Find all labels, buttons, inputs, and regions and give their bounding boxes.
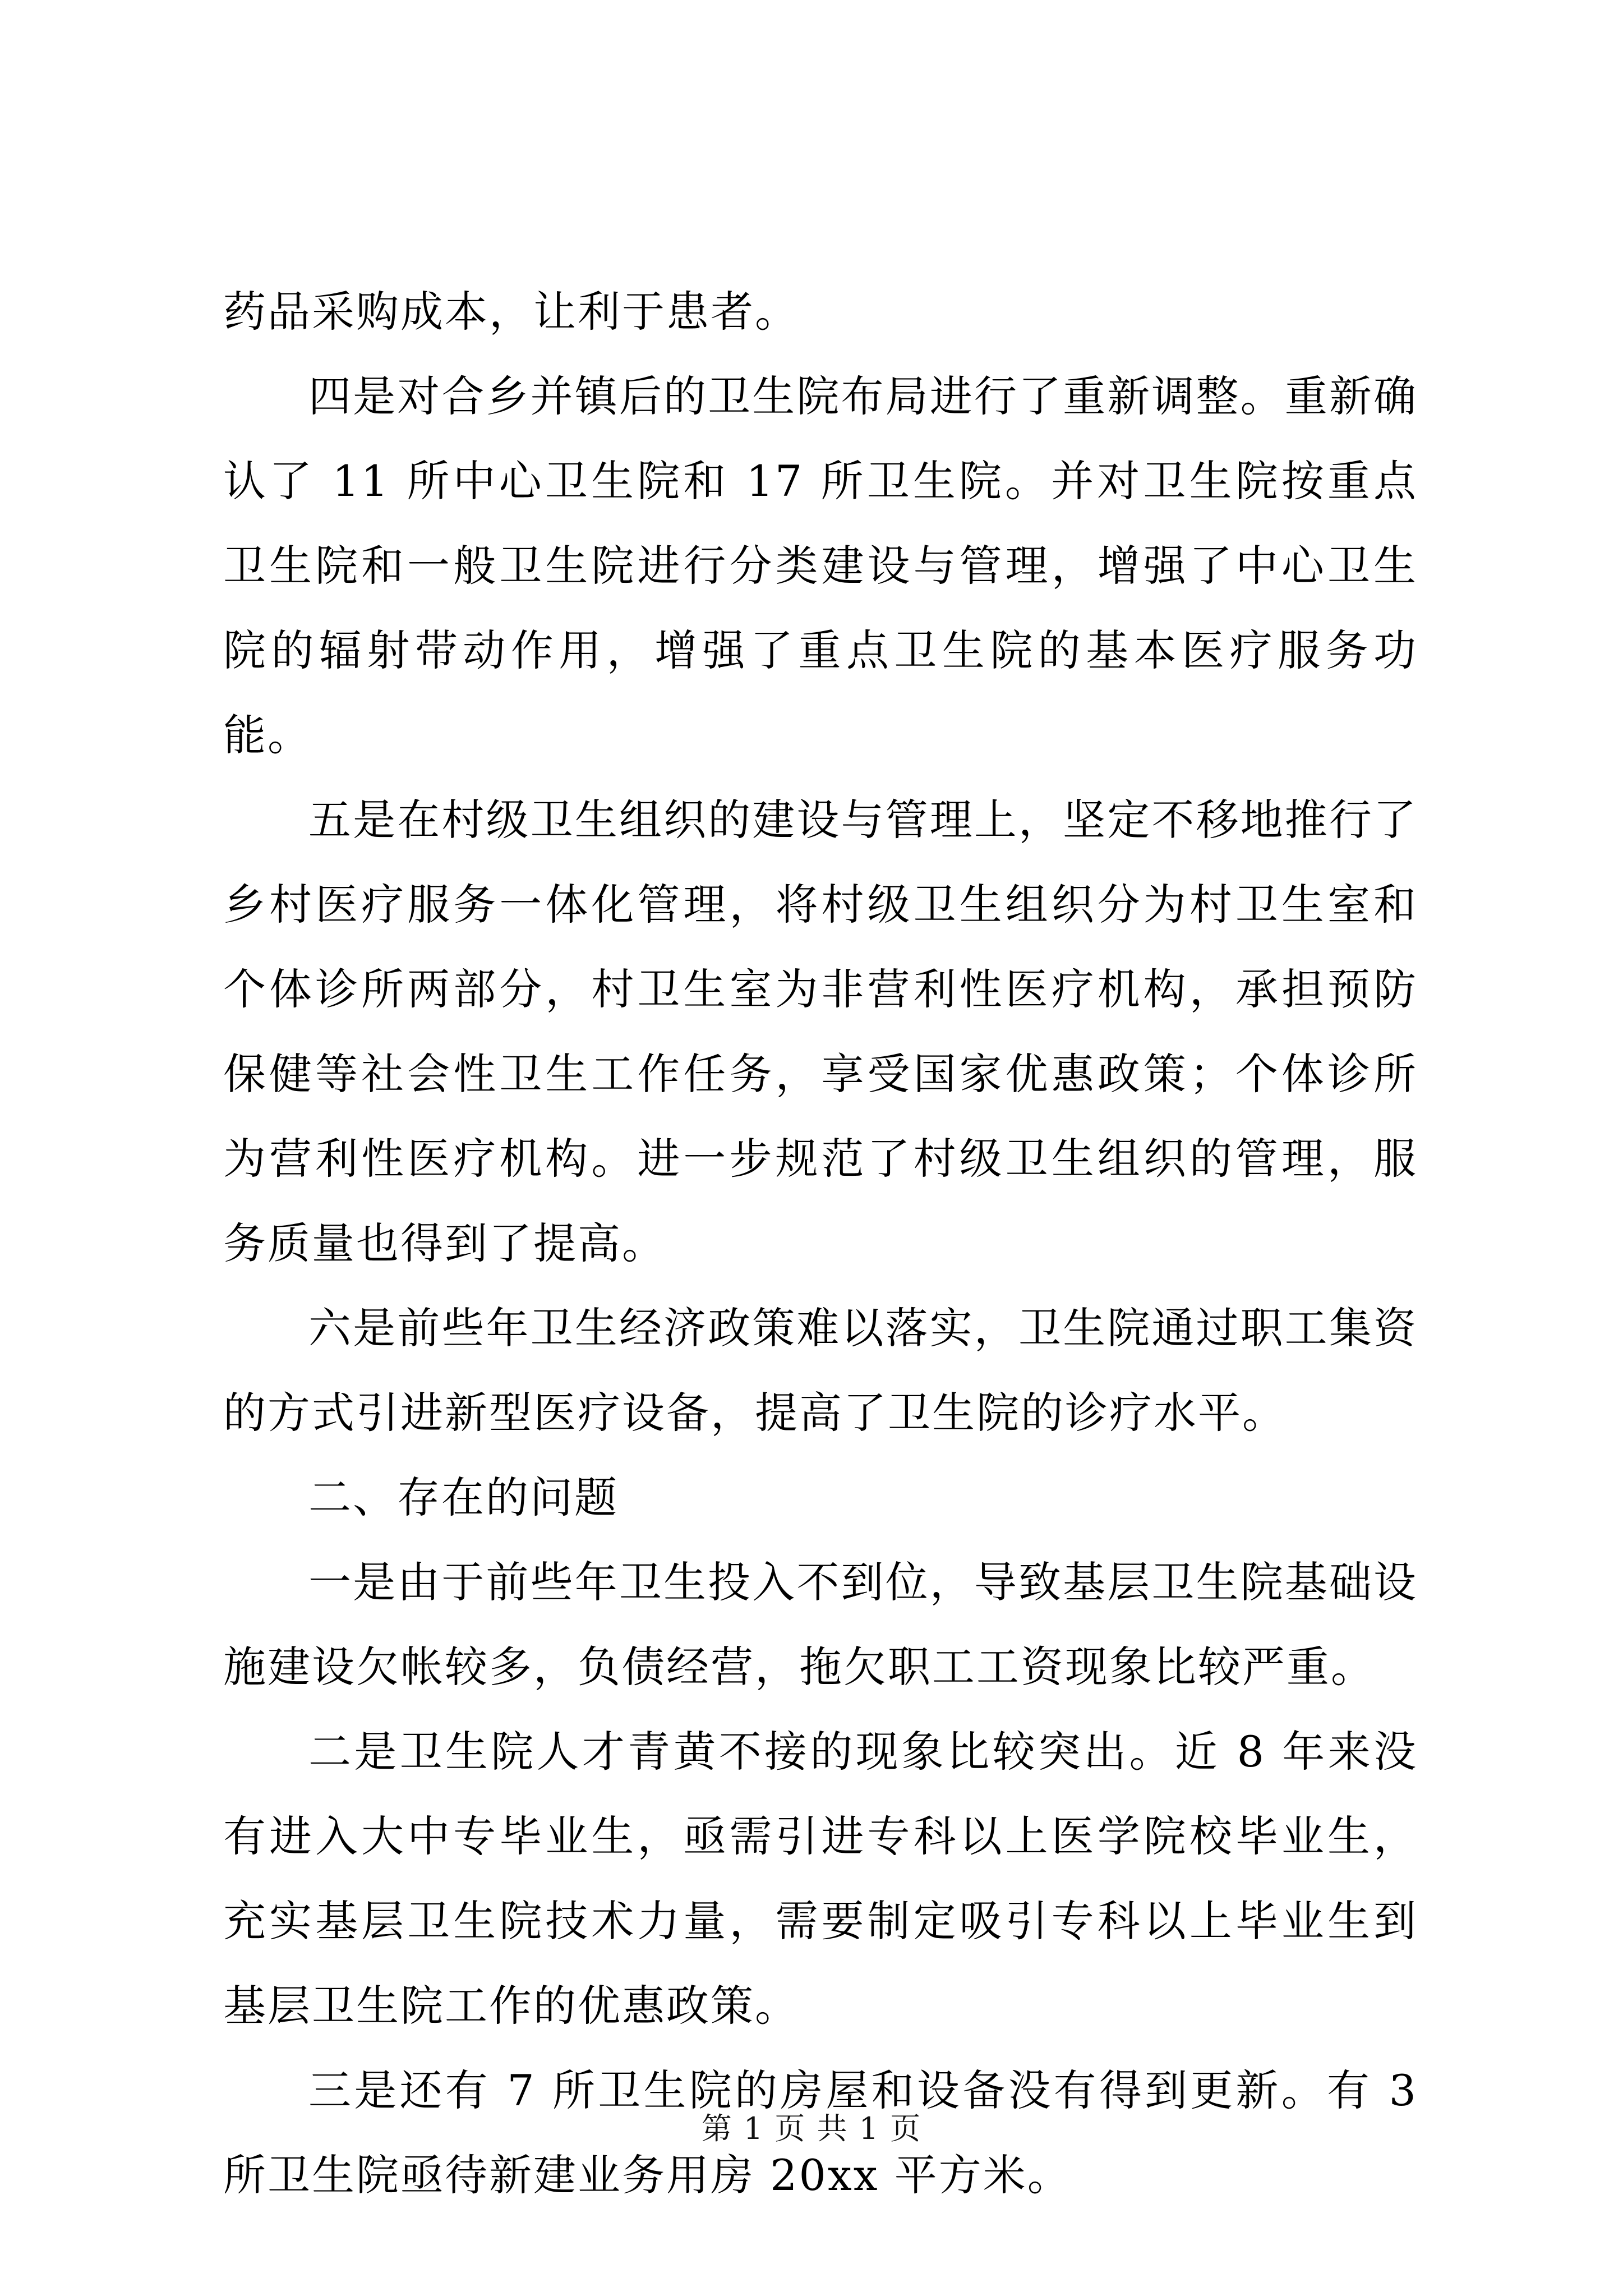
paragraph-problem-two: 二是卫生院人才青黄不接的现象比较突出。近 8 年来没有进入大中专毕业生，亟需引进专科以上医学院校毕业生，充实基层卫生院技术力量，需要制定吸引专科以上毕业生到基层卫生院工作的优惠政策。 xyxy=(223,1727,1418,2031)
paragraph-problem-three: 三是还有 7 所卫生院的房屋和设备没有得到更新。有 3 所卫生院亟待新建业务用房 20xx 平方米。 xyxy=(223,2065,1418,2200)
paragraph-problem-one: 一是由于前些年卫生投入不到位，导致基层卫生院基础设施建设欠帐较多，负债经营，拖欠职工工资现象比较严重。 xyxy=(223,1557,1418,1692)
paragraph-point-five: 五是在村级卫生组织的建设与管理上，坚定不移地推行了乡村医疗服务一体化管理，将村级卫生组织分为村卫生室和个体诊所两部分，村卫生室为非营利性医疗机构，承担预防保健等社会性卫生工作任务，享受国家优惠政策；个体诊所为营利性医疗机构。进一步规范了村级卫生组织的管理，服务质量也得到了提高。 xyxy=(223,795,1418,1268)
page-footer: 第 1 页 共 1 页 xyxy=(701,2111,922,2146)
document-body xyxy=(223,269,1418,2217)
paragraph-point-four: 四是对合乡并镇后的卫生院布局进行了重新调整。重新确认了 11 所中心卫生院和 17 所卫生院。并对卫生院按重点卫生院和一般卫生院进行分类建设与管理，增强了中心卫生院的辐射带动作用，增强了重点卫生院的基本医疗服务功能。 xyxy=(223,371,1418,760)
paragraph-continuation: 药品采购成本，让利于患者。 xyxy=(223,287,799,337)
section-heading-problems: 二、存在的问题 xyxy=(308,1473,619,1522)
paragraph-point-six: 六是前些年卫生经济政策难以落实，卫生院通过职工集资的方式引进新型医疗设备，提高了卫生院的诊疗水平。 xyxy=(223,1303,1418,1438)
